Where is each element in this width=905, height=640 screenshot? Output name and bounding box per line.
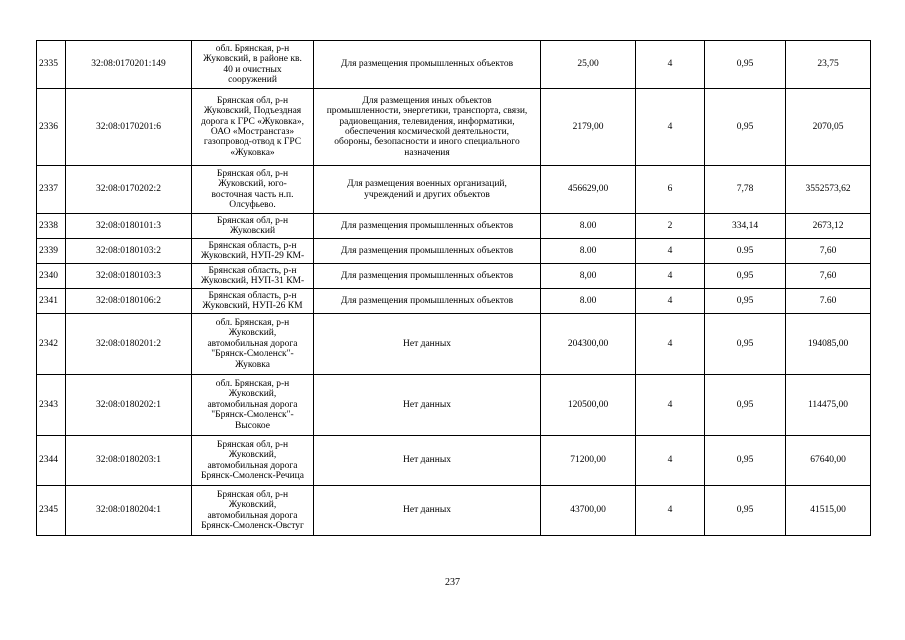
row-number-cell: 2340 <box>37 264 66 289</box>
address-cell: Брянская область, р-н Жуковский, НУП-31 КМ- <box>192 264 314 289</box>
area-cell: 8.00 <box>541 239 636 264</box>
row-number-cell: 2338 <box>37 214 66 239</box>
rate-cell: 0,95 <box>705 41 786 89</box>
permitted-use-cell: Для размещения военных организаций, учреждений и других объектов <box>314 166 541 214</box>
group-number-cell: 4 <box>636 289 705 314</box>
cadastral-number-cell: 32:08:0180101:3 <box>66 214 192 239</box>
table-row <box>37 166 871 214</box>
row-number-cell: 2344 <box>37 436 66 486</box>
cadastral-value-cell: 114475,00 <box>786 375 871 436</box>
area-cell: 43700,00 <box>541 486 636 536</box>
cadastral-number-cell: 32:08:0180201:2 <box>66 314 192 375</box>
cadastral-number-cell: 32:08:0170202:2 <box>66 166 192 214</box>
group-number-cell: 4 <box>636 264 705 289</box>
address-cell: Брянская обл, р-н Жуковский, автомобильная дорога Брянск-Смоленск-Овстуг <box>192 486 314 536</box>
group-number-cell: 4 <box>636 375 705 436</box>
group-number-cell: 4 <box>636 486 705 536</box>
rate-cell: 0,95 <box>705 436 786 486</box>
permitted-use-cell: Нет данных <box>314 375 541 436</box>
cadastral-value-cell: 194085,00 <box>786 314 871 375</box>
address-cell: Брянская обл, р-н Жуковский, автомобильная дорога Брянск-Смоленск-Речица <box>192 436 314 486</box>
row-number-cell: 2339 <box>37 239 66 264</box>
address-cell: Брянская обл, р-н Жуковский, Подъездная дорога к ГРС «Жуковка», ОАО «Мострансгаз» газопровод-отвод к ГРС «Жуковка» <box>192 89 314 166</box>
table-row <box>37 239 871 264</box>
group-number-cell: 6 <box>636 166 705 214</box>
area-cell: 2179,00 <box>541 89 636 166</box>
cadastral-value-cell: 41515,00 <box>786 486 871 536</box>
row-number-cell: 2341 <box>37 289 66 314</box>
row-number-cell: 2336 <box>37 89 66 166</box>
group-number-cell: 4 <box>636 89 705 166</box>
permitted-use-cell: Для размещения промышленных объектов <box>314 41 541 89</box>
area-cell: 8.00 <box>541 214 636 239</box>
area-cell: 71200,00 <box>541 436 636 486</box>
cadastral-value-table <box>36 40 871 536</box>
table-row <box>37 436 871 486</box>
cadastral-number-cell: 32:08:0180202:1 <box>66 375 192 436</box>
group-number-cell: 2 <box>636 214 705 239</box>
permitted-use-cell: Для размещения иных объектов промышленности, энергетики, транспорта, связи, радиовещания, телевидения, информатики, обеспечения космической деятельности, обороны, безопасности и иного специального назначения <box>314 89 541 166</box>
address-cell: Брянская область, р-н Жуковский, НУП-29 КМ- <box>192 239 314 264</box>
permitted-use-cell: Для размещения промышленных объектов <box>314 239 541 264</box>
rate-cell: 0,95 <box>705 314 786 375</box>
address-cell: Брянская обл, р-н Жуковский, юго- восточная часть н.п. Олсуфьево. <box>192 166 314 214</box>
row-number-cell: 2335 <box>37 41 66 89</box>
rate-cell: 0,95 <box>705 89 786 166</box>
table-row <box>37 89 871 166</box>
group-number-cell: 4 <box>636 239 705 264</box>
cadastral-number-cell: 32:08:0180204:1 <box>66 486 192 536</box>
rate-cell: 334,14 <box>705 214 786 239</box>
address-cell: обл. Брянская, р-н Жуковский, автомобильная дорога "Брянск-Смоленск"- Высокое <box>192 375 314 436</box>
page-number: 237 <box>445 577 460 588</box>
table-row <box>37 314 871 375</box>
area-cell: 25,00 <box>541 41 636 89</box>
area-cell: 8.00 <box>541 289 636 314</box>
cadastral-value-cell: 7,60 <box>786 239 871 264</box>
permitted-use-cell: Для размещения промышленных объектов <box>314 289 541 314</box>
rate-cell: 0.95 <box>705 239 786 264</box>
permitted-use-cell: Для размещения промышленных объектов <box>314 214 541 239</box>
address-cell: Брянская область, р-н Жуковский, НУП-26 КМ <box>192 289 314 314</box>
cadastral-value-cell: 67640,00 <box>786 436 871 486</box>
group-number-cell: 4 <box>636 314 705 375</box>
address-cell: обл. Брянская, р-н Жуковский, в районе кв. 40 и очистных сооружений <box>192 41 314 89</box>
cadastral-number-cell: 32:08:0170201:149 <box>66 41 192 89</box>
address-cell: Брянская обл, р-н Жуковский <box>192 214 314 239</box>
cadastral-value-cell: 7.60 <box>786 289 871 314</box>
permitted-use-cell: Для размещения промышленных объектов <box>314 264 541 289</box>
address-cell: обл. Брянская, р-н Жуковский, автомобильная дорога "Брянск-Смоленск"- Жуковка <box>192 314 314 375</box>
cadastral-number-cell: 32:08:0170201:6 <box>66 89 192 166</box>
area-cell: 204300,00 <box>541 314 636 375</box>
area-cell: 8,00 <box>541 264 636 289</box>
group-number-cell: 4 <box>636 436 705 486</box>
rate-cell: 0,95 <box>705 289 786 314</box>
row-number-cell: 2343 <box>37 375 66 436</box>
rate-cell: 7,78 <box>705 166 786 214</box>
row-number-cell: 2345 <box>37 486 66 536</box>
rate-cell: 0,95 <box>705 486 786 536</box>
cadastral-value-cell: 2070,05 <box>786 89 871 166</box>
cadastral-number-cell: 32:08:0180106:2 <box>66 289 192 314</box>
cadastral-value-cell: 2673,12 <box>786 214 871 239</box>
table-row <box>37 41 871 89</box>
permitted-use-cell: Нет данных <box>314 486 541 536</box>
cadastral-number-cell: 32:08:0180103:3 <box>66 264 192 289</box>
table-row <box>37 375 871 436</box>
group-number-cell: 4 <box>636 41 705 89</box>
rate-cell: 0,95 <box>705 264 786 289</box>
table-row <box>37 289 871 314</box>
table-row <box>37 214 871 239</box>
row-number-cell: 2342 <box>37 314 66 375</box>
area-cell: 456629,00 <box>541 166 636 214</box>
area-cell: 120500,00 <box>541 375 636 436</box>
cadastral-value-cell: 7,60 <box>786 264 871 289</box>
cadastral-number-cell: 32:08:0180203:1 <box>66 436 192 486</box>
permitted-use-cell: Нет данных <box>314 314 541 375</box>
permitted-use-cell: Нет данных <box>314 436 541 486</box>
table-row <box>37 486 871 536</box>
rate-cell: 0,95 <box>705 375 786 436</box>
cadastral-value-cell: 3552573,62 <box>786 166 871 214</box>
row-number-cell: 2337 <box>37 166 66 214</box>
cadastral-value-cell: 23,75 <box>786 41 871 89</box>
cadastral-number-cell: 32:08:0180103:2 <box>66 239 192 264</box>
table-row <box>37 264 871 289</box>
